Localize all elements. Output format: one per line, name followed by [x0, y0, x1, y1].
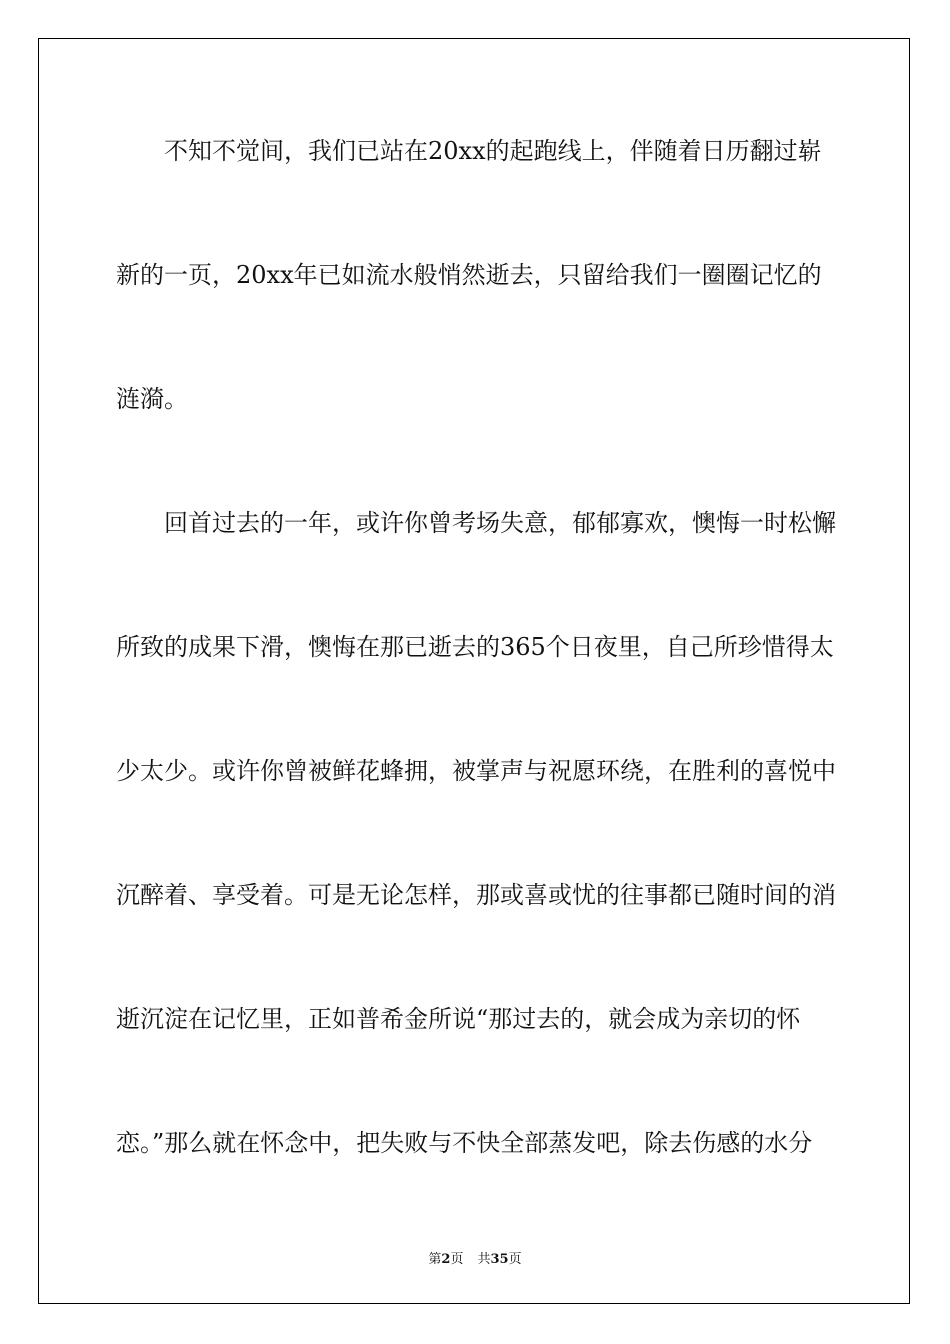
paragraph-2-line-4: 沉醉着、享受着。可是无论怎样，那或喜或忧的往事都已随时间的消 [116, 881, 836, 909]
paragraph-1-line-1: 不知不觉间，我们已站在20xx的起跑线上，伴随着日历翻过崭 [164, 137, 822, 165]
footer-page-number: 2 [441, 1252, 451, 1267]
paragraph-1-line-2: 新的一页，20xx年已如流水般悄然逝去，只留给我们一圈圈记忆的 [116, 261, 822, 289]
paragraph-2-line-6: 恋。”那么就在怀念中，把失败与不快全部蒸发吧，除去伤感的水分 [116, 1129, 813, 1157]
paragraph-2-line-3: 少太少。或许你曾被鲜花蜂拥，被掌声与祝愿环绕，在胜利的喜悦中 [116, 757, 836, 785]
footer-page-prefix: 第 [428, 1252, 442, 1267]
paragraph-2-line-1: 回首过去的一年，或许你曾考场失意，郁郁寡欢，懊悔一时松懈 [164, 509, 836, 537]
paragraph-2-line-2: 所致的成果下滑，懊悔在那已逝去的365个日夜里，自己所珍惜得太 [116, 633, 834, 661]
footer-page-suffix: 页 [450, 1252, 464, 1267]
footer-total-prefix: 共 [477, 1252, 491, 1267]
footer-total-pages: 35 [490, 1252, 509, 1267]
footer-total-suffix: 页 [508, 1252, 522, 1267]
paragraph-1-line-3: 涟漪。 [116, 385, 188, 413]
page-footer [0, 1248, 950, 1267]
page-border [38, 38, 910, 1304]
paragraph-2-line-5: 逝沉淀在记忆里，正如普希金所说“那过去的，就会成为亲切的怀 [116, 1005, 801, 1033]
